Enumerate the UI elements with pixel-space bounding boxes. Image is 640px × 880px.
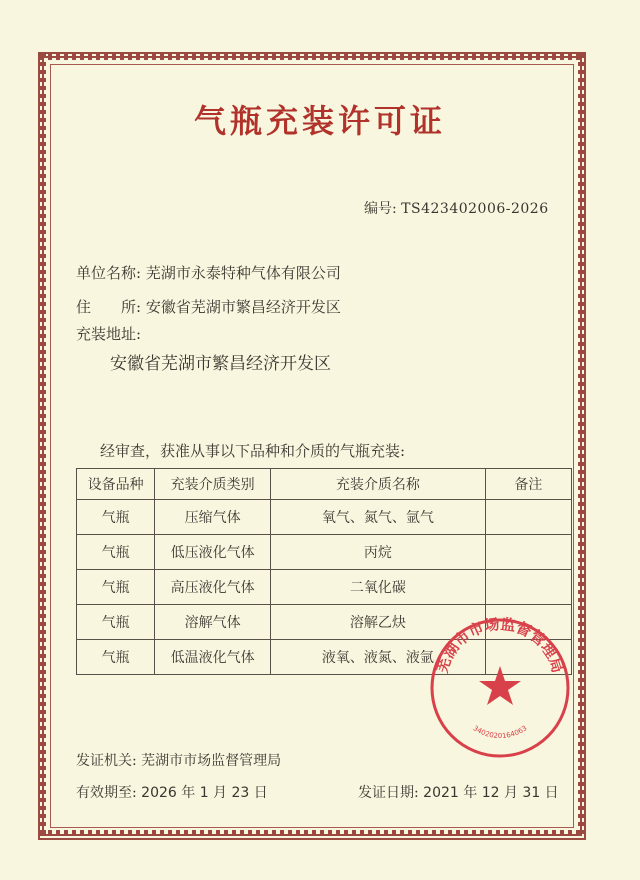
cell-medium: 二氧化碳 xyxy=(271,570,486,605)
seal-star-icon xyxy=(479,666,521,705)
cell-category: 低温液化气体 xyxy=(155,640,271,675)
cell-equipment: 气瓶 xyxy=(77,640,155,675)
address-field xyxy=(76,296,341,317)
official-seal-icon xyxy=(426,614,574,762)
cell-equipment: 气瓶 xyxy=(77,570,155,605)
issuer-value: 芜湖市市场监督管理局 xyxy=(141,753,282,769)
cell-equipment: 气瓶 xyxy=(77,500,155,535)
cell-category: 高压液化气体 xyxy=(155,570,271,605)
seal-code: 3402020164063 xyxy=(471,724,529,741)
cell-remarks xyxy=(485,535,571,570)
filling-address-label: 充装地址: xyxy=(76,325,142,343)
address-label: 住 所: xyxy=(76,298,142,316)
cell-equipment: 气瓶 xyxy=(77,605,155,640)
cell-remarks xyxy=(485,570,571,605)
filling-address-field xyxy=(76,323,141,344)
table-row xyxy=(77,535,572,570)
table-row xyxy=(77,500,572,535)
issue-value: 2021 年 12 月 31 日 xyxy=(423,785,559,801)
issuer-label: 发证机关: xyxy=(76,753,137,769)
cell-category: 溶解气体 xyxy=(155,605,271,640)
header-equipment: 设备品种 xyxy=(77,469,155,500)
serial-number xyxy=(364,198,549,218)
issue-date-field xyxy=(358,782,559,802)
cell-category: 低压液化气体 xyxy=(155,535,271,570)
approval-intro: 经审查，获准从事以下品种和介质的气瓶充装: xyxy=(100,442,406,460)
cell-medium: 液氧、液氮、液氩 xyxy=(271,640,486,675)
header-remarks: 备注 xyxy=(485,469,571,500)
header-medium-name: 充装介质名称 xyxy=(271,469,486,500)
valid-label: 有效期至: xyxy=(76,785,137,801)
table-header-row xyxy=(77,469,572,500)
serial-label: 编号: xyxy=(364,201,397,217)
header-medium-category: 充装介质类别 xyxy=(155,469,271,500)
valid-value: 2026 年 1 月 23 日 xyxy=(141,785,268,801)
table-row xyxy=(77,570,572,605)
cell-category: 压缩气体 xyxy=(155,500,271,535)
unit-name-field xyxy=(76,262,341,283)
cell-medium: 丙烷 xyxy=(271,535,486,570)
serial-value: TS423402006-2026 xyxy=(401,201,549,217)
filling-address-value: 安徽省芜湖市繁昌经济开发区 xyxy=(110,354,331,374)
cell-medium: 氧气、氮气、氩气 xyxy=(271,500,486,535)
address-value: 安徽省芜湖市繁昌经济开发区 xyxy=(145,298,341,316)
issuer-field xyxy=(76,750,281,770)
issue-label: 发证日期: xyxy=(358,785,419,801)
cell-remarks xyxy=(485,500,571,535)
unit-label: 单位名称: xyxy=(76,264,142,282)
cell-medium: 溶解乙炔 xyxy=(271,605,486,640)
valid-until-field xyxy=(76,782,268,802)
cell-equipment: 气瓶 xyxy=(77,535,155,570)
seal-text: 芜湖市市场监督管理局 xyxy=(433,615,567,676)
unit-value: 芜湖市永泰特种气体有限公司 xyxy=(145,264,341,282)
certificate-title: 气瓶充装许可证 xyxy=(193,102,446,140)
